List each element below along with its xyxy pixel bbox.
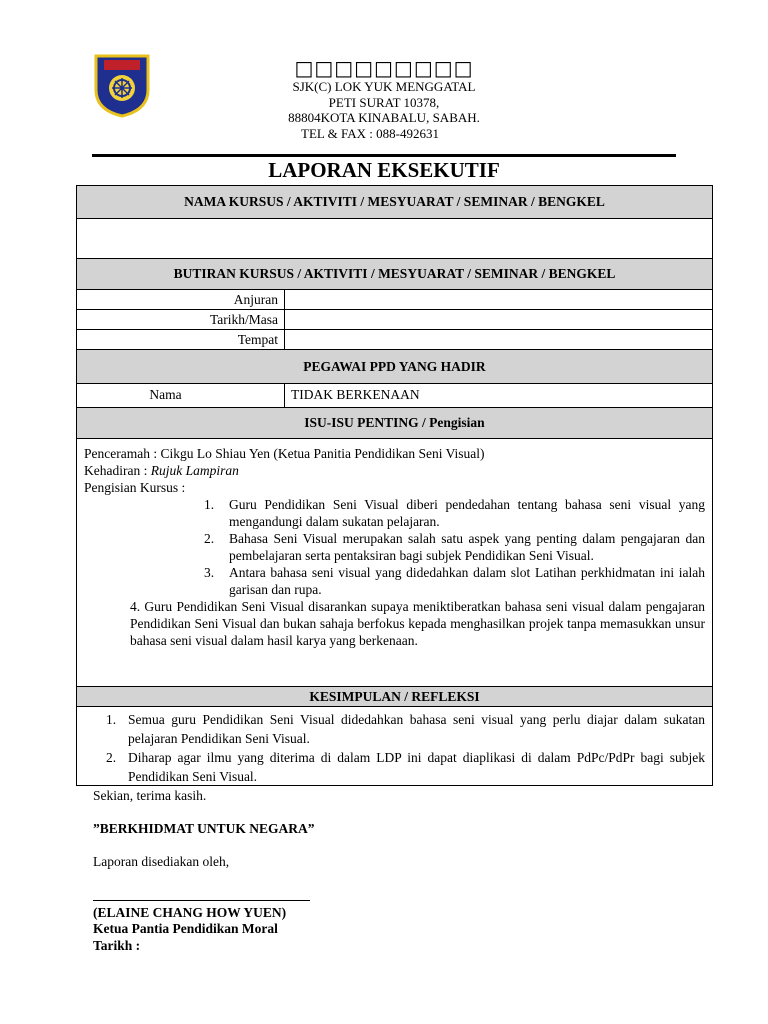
list-item: 1. Guru Pendidikan Seni Visual diberi pendedahan tentang bahasa seni visual yang mengandungi dalam sukatan pelajaran.: [204, 497, 705, 529]
officer-row: [77, 384, 712, 408]
detail-row-tempat: [77, 330, 712, 350]
list-item: 1. Semua guru Pendidikan Seni Visual didedahkan bahasa seni visual yang perlu diajar dalam sukatan pelajaran Pendidikan Seni Visual.: [106, 712, 705, 746]
officer-label: Nama: [77, 384, 285, 407]
detail-label: Tempat: [77, 330, 285, 349]
detail-value[interactable]: [285, 330, 712, 349]
section-course-details: BUTIRAN KURSUS / AKTIVITI / MESYUARAT / SEMINAR / BENGKEL: [77, 259, 712, 290]
list-item: 2. Bahasa Seni Visual merupakan salah satu aspek yang penting dalam pengajaran dan pembelajaran serta pentaksiran bagi subjek Pendidikan Seni Visual.: [204, 531, 705, 563]
header-rule: [92, 154, 676, 157]
detail-label: Tarikh/Masa: [77, 310, 285, 329]
po-box: PETI SURAT 10378,: [328, 95, 440, 110]
chinese-school-name: □□□□□□□□□: [294, 56, 474, 80]
course-name-field[interactable]: [77, 219, 712, 259]
closing-text: Sekian, terima kasih.: [93, 788, 207, 803]
officer-value[interactable]: TIDAK BERKENAAN: [291, 387, 420, 402]
issue-point-4: 4. Guru Pendidikan Seni Visual disarankan supaya meniktiberatkan bahasa seni visual dalam pengajaran Pendidikan Seni Visual dan bukan sahaja berfokus kepada menghasilkan projek tanpa memasukkan unsur bahasa seni visual dalam hasil karya yang berkenaan.: [130, 599, 705, 648]
detail-label: Anjuran: [77, 290, 285, 309]
prepared-by: Laporan disediakan oleh,: [93, 854, 230, 869]
report-table: [76, 185, 713, 786]
city-address: 88804KOTA KINABALU, SABAH.: [288, 110, 480, 125]
attendance-label: Kehadiran :: [84, 463, 151, 478]
motto: ”BERKHIDMAT UNTUK NEGARA”: [93, 821, 315, 836]
tel-fax: TEL & FAX : 088-492631: [301, 126, 439, 141]
detail-value[interactable]: [285, 310, 712, 329]
section-issues: ISU-ISU PENTING / Pengisian: [77, 408, 712, 439]
speaker-line: Penceramah : Cikgu Lo Shiau Yen (Ketua Panitia Pendidikan Seni Visual): [84, 446, 485, 461]
issues-content: [77, 439, 712, 687]
detail-row-tarikh: [77, 310, 712, 330]
list-item: 2. Diharap agar ilmu yang diterima di dalam LDP ini dapat diaplikasi di dalam PdPc/PdPr bagi subjek Pendidikan Seni Visual.: [106, 750, 705, 784]
school-name: SJK(C) LOK YUK MENGGATAL: [292, 79, 476, 94]
date-label: Tarikh :: [93, 938, 141, 953]
list-item: 3. Antara bahasa seni visual yang didedahkan dalam slot Latihan perkhidmatan ini ialah garisan dan rupa.: [204, 565, 705, 597]
preparer-position: Ketua Pantia Pendidikan Moral: [93, 921, 278, 936]
detail-row-anjuran: [77, 290, 712, 310]
attendance-value: Rujuk Lampiran: [150, 463, 239, 478]
conclusion-list: [77, 707, 712, 785]
detail-value[interactable]: [285, 290, 712, 309]
content-label: Pengisian Kursus :: [84, 480, 186, 495]
issue-points: [84, 496, 705, 598]
section-course-name: NAMA KURSUS / AKTIVITI / MESYUARAT / SEMINAR / BENGKEL: [77, 186, 712, 219]
page-title: LAPORAN EKSEKUTIF: [268, 158, 500, 182]
section-conclusion: KESIMPULAN / REFLEKSI: [77, 687, 712, 707]
section-ppd-officer: PEGAWAI PPD YANG HADIR: [77, 350, 712, 384]
preparer-name: (ELAINE CHANG HOW YUEN): [93, 905, 287, 920]
signature-line: [93, 900, 310, 901]
attendance-line: [84, 462, 705, 479]
